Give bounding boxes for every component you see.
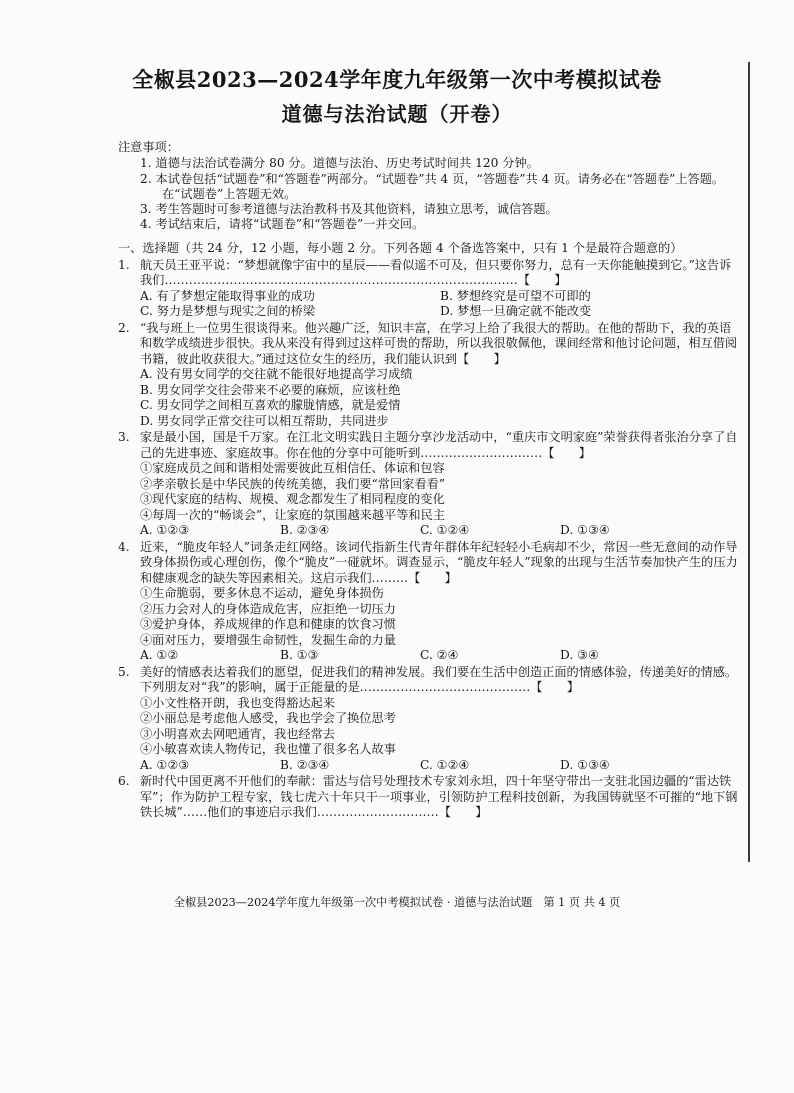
option-c: C. 男女同学之间相互喜欢的朦胧情感，就是爱情 [140,398,401,412]
options [140,648,700,664]
question-2 [118,321,740,430]
option-d: D. 梦想一旦确定就不能改变 [440,304,592,318]
note-item: 2. 本试卷包括“试题卷”和“答题卷”两部分。“试题卷”共 4 页，“答题卷”共 4 页。请务必在“答题卷”上答题。在“试题卷”上答题无效。 [140,171,725,201]
statement-item: ①小文性格开朗，我也变得豁达起来 [140,695,335,710]
answer-bracket: 【 】 [542,445,591,460]
statement-item: ②孝亲敬长是中华民族的传统美德，我们要“常回家看看” [140,476,445,491]
statement-item: ①家庭成员之间和谐相处需要彼此互相信任、体谅和包容 [140,461,445,475]
option-a: A. ①② [140,648,179,662]
exam-title: 全椒县2023—2024学年度九年级第一次中考模拟试卷 [132,67,662,92]
note-item: 4. 考试结束后，请将“试题卷”和“答题卷”一并交回。 [140,217,425,232]
statement-item: ①生命脆弱，要多休息不运动，避免身体损伤 [140,586,384,600]
question-5 [118,665,740,774]
options [140,289,740,320]
note-item: 3. 考生答题时可参考道德与法治教科书及其他资料，请独立思考，诚信答题。 [140,202,558,217]
answer-bracket: 【 】 [408,570,457,585]
statement-item: ②压力会对人的身体造成危害，应拒绝一切压力 [140,601,396,616]
option-b: B. ②③④ [280,523,330,537]
question-stem: 家是最小国，国是千万家。在江北文明实践日主题分享沙龙活动中，“重庆市文明家庭”荣誉获得者张治分享了自己的先进事迹、家庭故事。你在他的分享中可能听到………………………… [140,430,738,460]
question-stem: “我与班上一位男生很谈得来。他兴趣广泛，知识丰富，在学习上给了我很大的帮助。在他的帮助下，我的英语和数学成绩进步很快。我从来没有得到过这样可贵的帮助，所以我很敬佩他，课间经常和他讨论问题，相互借阅书籍，彼此收获很大。”通过这位女生的经历，我们能认识到 [140,320,738,366]
answer-bracket: 【 】 [438,805,488,819]
option-d: D. ①③④ [560,757,610,772]
questions-section [118,241,740,821]
question-stem: 航天员王亚平说：“梦想就像宇宙中的星辰——看似遥不可及，但只要你努力，总有一天你能触摸到它。”这告诉我们…………………………………………………………………………… [140,257,732,287]
option-d: D. 男女同学正常交往可以相互帮助，共同进步 [140,413,389,428]
option-c: C. ①②④ [420,757,470,772]
notes-heading: 注意事项： [118,140,179,154]
option-c: C. ②④ [420,648,459,662]
question-stem: 美好的情感表达着我们的愿望，促进我们的精神发展。我们要在生活中创造正面的情感体验，传递美好的情感。下列朋友对“我”的影响，属于正能量的是…………………………………… [140,664,738,694]
question-3 [118,430,740,539]
question-1 [118,258,740,320]
statement-item: ④小敏喜欢读人物传记，我也懂了很多名人故事 [140,742,396,756]
option-c: C. 努力是梦想与现实之间的桥梁 [140,304,316,318]
page-footer: 全椒县2023—2024学年度九年级第一次中考模拟试卷 · 道德与法治试题 第 1 页 共 4 页 [173,896,621,909]
question-6 [118,774,740,821]
option-b: B. 梦想终究是可望不可即的 [440,288,591,303]
exam-subtitle: 道德与法治试题（开卷） [281,102,513,126]
question-number: 2. [118,320,130,335]
answer-bracket: 【 】 [517,273,567,287]
question-number: 1. [118,257,130,272]
answer-bracket: 【 】 [457,351,506,366]
question-number: 6. [118,774,130,788]
statement-item: ③现代家庭的结构、规模、观念都发生了相同程度的变化 [140,492,445,506]
option-a: A. 有了梦想定能取得事业的成功 [140,288,315,303]
option-c: C. ①②④ [420,523,470,537]
statement-item: ④每周一次的“畅谈会”，让家庭的氛围越来越平等和民主 [140,507,445,522]
answer-bracket: 【 】 [530,680,580,694]
options [140,758,700,774]
option-d: D. ③④ [560,648,599,662]
statement-item: ③小明喜欢去网吧通宵，我也经常去 [140,726,335,741]
statement-item: ②小丽总是考虑他人感受，我也学会了换位思考 [140,711,396,725]
question-stem: 近来，“脆皮年轻人”词条走红网络。该词代指新生代青年群体年纪轻轻小毛病却不少，常因一些无意间的动作导致身体损伤或心理创伤，像个“脆皮”一碰就坏。调查显示，“脆皮年轻人”现象的出现与生活节奏加快产生的压力和健康观念的缺失等因素相关。这启示我们……… [140,539,738,585]
option-a: A. ①②③ [140,757,190,772]
option-a: A. 没有男女同学的交往就不能很好地提高学习成绩 [140,367,413,381]
option-d: D. ①③④ [560,523,610,537]
options [140,523,700,539]
option-b: B. ①③ [280,648,319,662]
question-number: 3. [118,430,130,444]
notes-section [118,140,738,233]
question-number: 5. [118,664,130,679]
margin-rule [748,62,750,862]
statement-item: ④面对压力，要增强生命韧性，发掘生命的力量 [140,632,396,647]
question-stem: 新时代中国更离不开他们的奉献：雷达与信号处理技术专家刘永坦，四十年坚守带出一支驻北国边疆的“雷达铁军”；作为防护工程专家，钱七虎六十年只干一项事业，引领防护工程科技创新，为我国铸就坚不可摧的“地下钢铁长城”……他们的事迹启示我们………………………… [140,774,738,819]
statement-item: ③爱护身体，养成规律的作息和健康的饮食习惯 [140,617,396,631]
option-b: B. 男女同学交往会带来不必要的麻烦，应该杜绝 [140,382,401,397]
option-b: B. ②③④ [280,757,330,772]
option-a: A. ①②③ [140,523,190,537]
section-heading: 一、选择题（共 24 分，12 小题，每小题 2 分。下列各题 4 个备选答案中，只有 1 个是最符合题意的） [118,241,683,255]
note-item: 1. 道德与法治试卷满分 80 分。道德与法治、历史考试时间共 120 分钟。 [140,156,539,171]
question-number: 4. [118,539,130,554]
question-4 [118,540,740,664]
